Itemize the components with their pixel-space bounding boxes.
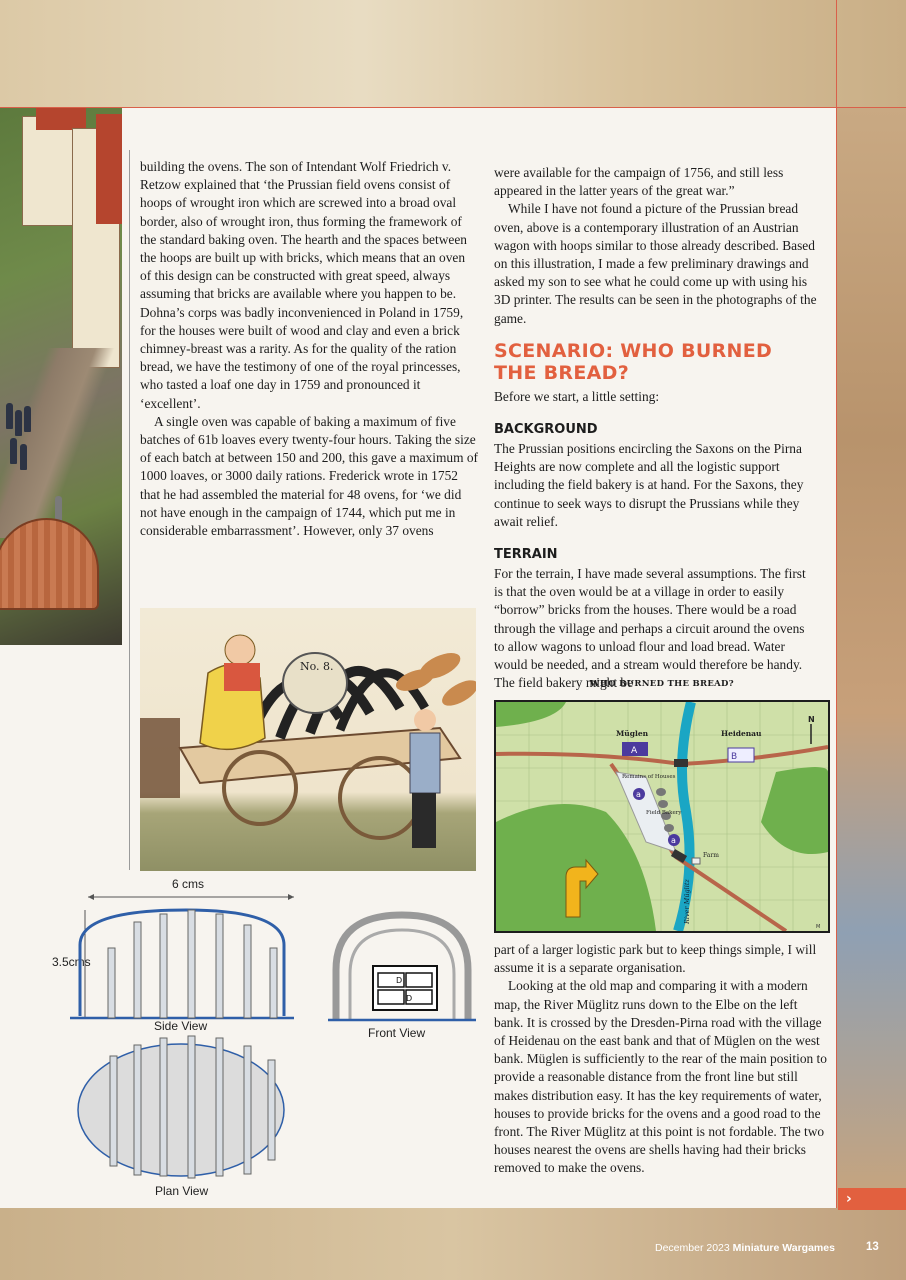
next-page-tab[interactable] [838, 1188, 906, 1210]
door-mark: D [406, 994, 413, 1003]
divider-line [836, 0, 837, 1208]
unit-b-label: B [731, 752, 738, 762]
oven-symbol [656, 788, 666, 796]
map-title: WHO BURNED THE BREAD? [590, 679, 734, 689]
model-soldier [20, 444, 27, 470]
model-roof [96, 114, 122, 224]
issue-date: December 2023 [655, 1242, 730, 1254]
map-drawing [496, 702, 828, 931]
map-label-field-bakery: Field Bakery [646, 810, 682, 816]
paragraph: While I have not found a picture of the Prussian bread oven, above is a contemporary illustration of an Austrian wagon with hoops similar to those already described. Based on this illustration, I made a few preliminary drawings and asked my son to see what he could come up with using his 3D printer. The results can be seen in the photographs of the game. [494, 201, 817, 326]
paragraph: For the terrain, I have made several assumptions. The first is that the oven would be at a village in order to easily “borrow” bricks from the houses. There would be a road through the village and perhaps a circuit around the ovens to allow wagons to unload flour and load bread. Water would be needed, and a stream would therefore be handy. The field bakery might be [494, 566, 806, 691]
woman-jacket [224, 663, 260, 691]
column-rule [129, 150, 130, 870]
front-view-label: Front View [368, 1026, 426, 1040]
map-label-heidenau: Heidenau [721, 729, 762, 738]
wagon-wheel [340, 758, 420, 838]
oven-diagram-drawing [40, 870, 480, 1200]
side-view-hoops [108, 910, 277, 1018]
plan-view-label: Plan View [155, 1184, 209, 1198]
article-column-right [494, 164, 818, 692]
model-soldier [15, 410, 22, 436]
paragraph: A single oven was capable of baking a maximum of five batches of 61b loaves every twenty-four hours. Taking the size of each batch at between 150 and 200, this gave a maximum of 1000 loaves, or 3000 daily rations. Frederick wrote in 1752 that he had assembled the material for 48 ovens, for ‘we did not have enough in the campaign of 1744, which put me in considerable embarrassment’. However, only 37 ovens [140, 413, 479, 539]
map-label-river: River Müglitz [683, 879, 691, 924]
paragraph: The Prussian positions encircling the Saxons on the Pirna Heights are now complete and all the logistic support including the field bakery is at hand. For the Saxons, they continue to seek ways to disrupt the Prussians while they await relief. [494, 441, 804, 529]
magazine-name: Miniature Wargames [732, 1242, 835, 1254]
paragraph: Before we start, a little setting: [494, 388, 660, 404]
height-label: 3.5cms [52, 955, 91, 969]
page-number: 13 [866, 1241, 879, 1253]
unit-a-label: A [631, 746, 638, 756]
section-heading: TERRAIN [494, 547, 558, 563]
paragraph: part of a larger logistic park but to keep things simple, I will assume it is a separate organisation. [494, 942, 817, 976]
unit-marker-label: a [671, 836, 676, 845]
bridge [674, 759, 688, 767]
oven-symbol [658, 800, 668, 808]
width-label: 6 cms [172, 877, 205, 891]
paragraph: building the ovens. The son of Intendant Wolf Friedrich v. Retzow explained that ‘the Prussian field ovens consist of hoops of wrought iron which are screwed into a broad oval border, also of wrought iron, thus forming the framework of the standard baking oven. The hearth and the spaces between the hoops are built up with bricks, which means that an oven of this design can be constructed with great speed, always assuming that bricks are available where you happen to be. Dohna’s corps was badly inconvenienced in Poland in 1759, for the houses were built of wood and clay and even a brick chimney-breast was a rarity. As for the quality of the ration bread, we have the testimony of one of the royal princesses, who tasted a loaf one day in 1759 and pronounced it ‘excellent’. [140, 159, 467, 411]
map-label-muglen: Müglen [616, 729, 649, 738]
soldier-figure [410, 733, 440, 793]
oven-shovel [438, 675, 476, 711]
unit-marker-label: a [636, 790, 641, 799]
article-column-left [140, 158, 478, 540]
horse [140, 718, 180, 798]
barrel-label: No. 8. [300, 660, 334, 673]
paragraph: were available for the campaign of 1756, and still less appeared in the latter years of the great war.” [494, 165, 784, 199]
soldier-boots [412, 793, 436, 848]
north-label: N [808, 715, 815, 724]
plan-view-base [78, 1044, 284, 1176]
soldier-head [414, 709, 436, 731]
background-photo-right [836, 108, 906, 1208]
diorama-photo [0, 108, 122, 645]
model-soldier [24, 406, 31, 432]
oven-diagram [40, 870, 480, 1200]
woman-head [225, 635, 255, 665]
map-label-remains: Remains of Houses [622, 774, 676, 780]
farm-house [692, 858, 700, 864]
footer-credit [655, 1242, 835, 1254]
side-view-label: Side View [154, 1019, 208, 1033]
oven-symbol [664, 824, 674, 832]
scenario-heading: SCENARIO: WHO BURNED THE BREAD? [494, 339, 773, 384]
chevron-right-icon: › [846, 1191, 852, 1207]
door-mark: D [396, 976, 403, 985]
map-label-farm: Farm [703, 852, 719, 859]
article-column-right-lower [494, 941, 828, 1178]
section-heading: BACKGROUND [494, 422, 598, 438]
plan-view-hoops [110, 1036, 275, 1178]
paragraph: Looking at the old map and comparing it with a modern map, the River Müglitz runs down to the Elbe on the left bank. It is crossed by the Dresden-Pirna road with the village of Heidenau on the east bank and that of Müglen on the west bank. Müglen is sufficiently to the rear of the main position to provide a reasonable distance from the front line but still makes distribution easy. It has the key requirements of water, houses to provide bricks for the ovens and a good road to the front. The River Müglitz at this point is not fordable. The two houses nearest the ovens are shells having had their bricks removed to make the ovens. [494, 978, 827, 1176]
model-soldier [10, 438, 17, 464]
map-corner-mark: M [816, 924, 821, 930]
model-soldier [6, 403, 13, 429]
background-photo-top [0, 0, 906, 108]
wagon-illustration [140, 608, 476, 871]
model-roof [36, 108, 86, 130]
wagon-drawing [140, 608, 476, 871]
scenario-map [494, 700, 830, 933]
